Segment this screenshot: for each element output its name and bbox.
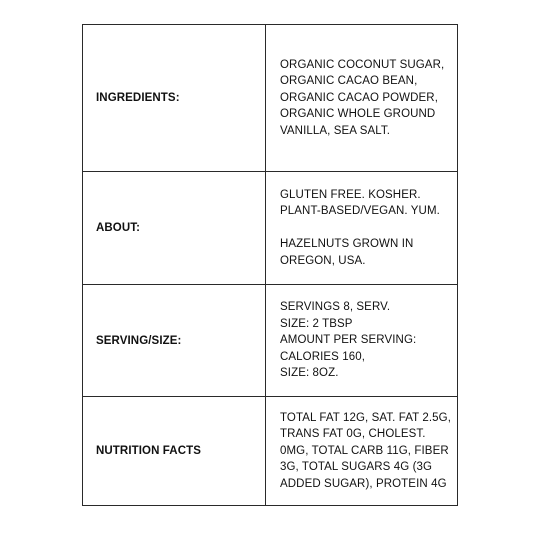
- ingredients-line: ORGANIC CACAO BEAN,: [280, 75, 418, 88]
- serving-size-label: SERVING/SIZE:: [96, 334, 182, 347]
- ingredients-line: ORGANIC WHOLE GROUND: [280, 108, 436, 121]
- about-line: PLANT-BASED/VEGAN. YUM.: [280, 205, 440, 218]
- nutrition-facts-label-cell: [83, 397, 266, 505]
- nutrition-facts-label: NUTRITION FACTS: [96, 445, 201, 457]
- about-line: OREGON, USA.: [280, 254, 366, 267]
- about-label-cell: [83, 172, 266, 285]
- serving-size-value-cell: [266, 285, 457, 397]
- serving-size-line: AMOUNT PER SERVING:: [280, 334, 417, 347]
- ingredients-line: VANILLA, SEA SALT.: [280, 124, 391, 137]
- nutrition-facts-text: [280, 410, 451, 493]
- ingredients-label-cell: [83, 25, 266, 172]
- ingredients-value-cell: [266, 25, 457, 172]
- serving-size-label-cell: [83, 285, 266, 397]
- nutrition-facts-line: TOTAL FAT 12G, SAT. FAT 2.5G,: [280, 411, 451, 424]
- product-info-table: [82, 24, 458, 506]
- serving-size-line: SIZE: 2 TBSP: [280, 317, 353, 330]
- serving-size-line: CALORIES 160,: [280, 350, 366, 363]
- nutrition-facts-value-cell: [266, 397, 457, 505]
- about-line: HAZELNUTS GROWN IN: [280, 238, 414, 251]
- about-blank-line: [280, 220, 440, 237]
- nutrition-facts-line: 3G, TOTAL SUGARS 4G (3G: [280, 461, 433, 474]
- ingredients-text: [280, 57, 444, 140]
- nutrition-facts-line: ADDED SUGAR), PROTEIN 4G: [280, 477, 447, 490]
- ingredients-line: ORGANIC CACAO POWDER,: [280, 91, 439, 104]
- about-text: [280, 187, 440, 270]
- ingredients-line: ORGANIC COCONUT SUGAR,: [280, 58, 445, 71]
- nutrition-facts-line: TRANS FAT 0G, CHOLEST.: [280, 428, 426, 441]
- serving-size-line: SIZE: 8OZ.: [280, 367, 339, 380]
- serving-size-line: SERVINGS 8, SERV.: [280, 301, 391, 314]
- about-value-cell: [266, 172, 457, 285]
- nutrition-facts-line: 0MG, TOTAL CARB 11G, FIBER: [280, 444, 449, 457]
- serving-size-text: [280, 299, 416, 382]
- about-label: ABOUT:: [96, 222, 141, 234]
- ingredients-label: INGREDIENTS:: [96, 92, 180, 104]
- about-line: GLUTEN FREE. KOSHER.: [280, 188, 421, 201]
